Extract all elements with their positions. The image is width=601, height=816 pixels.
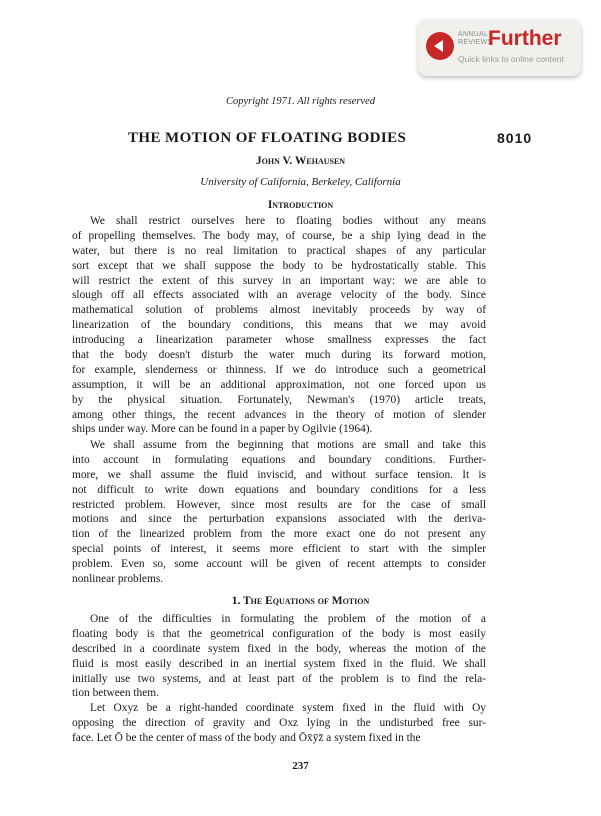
- text-line: problem. Even so, some account will be given of recent attempts to consider: [72, 558, 486, 571]
- section-1-paragraph-2: [72, 701, 486, 746]
- intro-paragraph-2: [72, 438, 486, 587]
- article-title: THE MOTION OF FLOATING BODIES: [128, 130, 407, 146]
- annual-reviews-label: ANNUAL REVIEWS: [458, 31, 493, 46]
- text-line: We shall restrict ourselves here to floating bodies without any means: [90, 215, 486, 227]
- text-line: ships under way. More can be found in a paper by Ogilvie (1964).: [72, 423, 373, 436]
- text-line: fluid is most easily described in an inertial system fixed in the fluid. We shall: [72, 657, 486, 670]
- text-line: slough off all effects associated with an average velocity of the body. Since: [72, 289, 486, 302]
- annual-reviews-logo-icon: [426, 32, 454, 60]
- text-line: special points of interest, it seems more efficient to start with the simpler: [72, 543, 486, 556]
- text-line: linearization of the boundary conditions, this means that we may avoid: [72, 319, 486, 332]
- text-line: Let Oxyz be a right-handed coordinate system fixed in the fluid with Oy: [90, 702, 486, 714]
- text-line: motions and since the perturbation expansions associated with the deriva-: [72, 513, 486, 526]
- text-line: more, we shall assume the fluid inviscid, and without surface tension. It is: [72, 468, 486, 481]
- text-line: initially use two systems, and at least part of the problem is to find the rela-: [72, 672, 486, 685]
- text-line: tion of the linearized problem from the more exact one do not present any: [72, 528, 486, 541]
- text-line: floating body is that the geometrical configuration of the body is most easily: [72, 627, 486, 640]
- section-1-heading: 1. The Equations of Motion: [231, 595, 370, 607]
- text-line: of propelling themselves. The body may, of course, be a ship lying dead in the: [72, 229, 486, 242]
- page-number: 237: [292, 760, 309, 772]
- text-line: face. Let Ō be the center of mass of the body and Ōx̄ȳz̄ a system fixed in the: [72, 731, 421, 744]
- text-line: restricted problem. However, since most results are for the case of small: [72, 498, 486, 511]
- quick-links-label[interactable]: Quick links to online content: [458, 54, 564, 64]
- further-badge[interactable]: [418, 19, 581, 76]
- intro-paragraph-1: [72, 214, 486, 437]
- text-line: opposing the direction of gravity and Oxz lying in the undisturbed free sur-: [72, 716, 486, 729]
- text-line: by the physical situation. Fortunately, Newman's (1970) article treats,: [72, 393, 486, 406]
- author-affiliation: University of California, Berkeley, California: [200, 176, 401, 188]
- text-line: described in a coordinate system fixed in the body, whereas the motion of the: [72, 642, 486, 655]
- further-label: Further: [488, 27, 562, 50]
- text-line: We shall assume from the beginning that motions are small and take this: [90, 439, 486, 451]
- text-line: mathematical solution of problems almost inevitably proceeds by way of: [72, 304, 486, 317]
- article-code: 8010: [497, 130, 533, 146]
- text-line: into account in formulating equations and boundary conditions. Further-: [72, 453, 486, 466]
- text-line: sort except that we shall suppose the body to be hydrostatically stable. This: [72, 259, 486, 272]
- copyright-notice: Copyright 1971. All rights reserved: [225, 96, 376, 107]
- text-line: nonlinear problems.: [72, 573, 164, 586]
- text-line: not difficult to write down equations and boundary conditions for a less: [72, 483, 486, 496]
- text-line: water, but there is no real limitation to practical shapes of any particular: [72, 244, 486, 257]
- text-line: introducing a linearization parameter whose smallness expresses the fact: [72, 334, 486, 347]
- text-line: tion between them.: [72, 687, 159, 700]
- text-line: One of the difficulties in formulating the problem of the motion of a: [90, 613, 486, 625]
- text-line: assumption, it will be an additional approximation, not one forced upon us: [72, 378, 486, 391]
- text-line: for example, slenderness or thinness. If we do introduce such a geometrical: [72, 363, 486, 376]
- text-line: that the body doesn't disturb the water much during its forward motion,: [72, 349, 486, 362]
- section-1-paragraph-1: [72, 612, 486, 701]
- author-name: John V. Wehausen: [255, 155, 346, 167]
- text-line: will restrict the extent of this survey in an important way: we are able to: [72, 274, 486, 287]
- introduction-heading: Introduction: [267, 199, 334, 211]
- text-line: among other things, the recent advances in the theory of motion of slender: [72, 408, 486, 421]
